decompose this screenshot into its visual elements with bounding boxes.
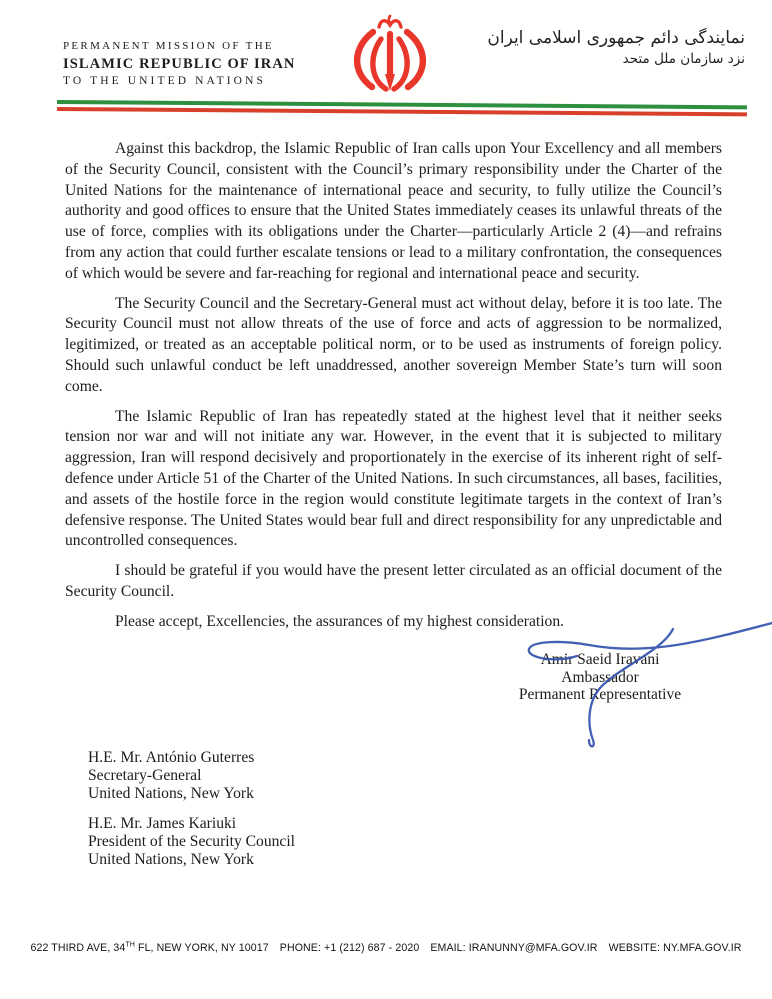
paragraph-3: The Islamic Republic of Iran has repeatedly stated at the highest level that it neither seeks tension nor war and will not initiate any war. However, in the event that it is subjected to military aggression, Iran will respond decisively and proportionately in the exercise of its inherent right of self-defence under Article 51 of the Charter of the United Nations. In such circumstances, all bases, facilities, and assets of the hostile force in the region would constitute legitimate targets in the context of Iran’s defensive response. The United States would bear full and direct responsibility for any unpredictable and uncontrolled consequences. [65, 407, 722, 550]
signatory-title-permanent-representative: Permanent Representative [518, 686, 682, 704]
footer-address-post: FL, NEW YORK, NY 10017 [134, 941, 269, 954]
mission-name-persian-block [487, 26, 745, 68]
mission-name-block [63, 41, 296, 87]
addressee-security-council-president [88, 815, 295, 868]
footer-address [30, 942, 268, 954]
footer-email: EMAIL: IRANUNNY@MFA.GOV.IR [430, 941, 598, 954]
signature-block [478, 651, 722, 704]
iran-emblem-icon [337, 14, 443, 92]
addressee-location: United Nations, New York [88, 784, 254, 802]
footer-address-ordinal: TH [125, 941, 135, 948]
addressee-secretary-general [88, 749, 295, 802]
paragraph-2: The Security Council and the Secretary-General must act without delay, before it is too late. The Security Council must not allow threats of the use of force and acts of aggression to be normalized, legitimized, or treated as an acceptable political norm, or to be used as instruments of foreign policy. Should such unlawful conduct be left unaddressed, another sovereign Member State’s turn will soon come. [65, 294, 722, 395]
mission-line-3: TO THE UNITED NATIONS [63, 74, 266, 87]
addressee-title: President of the Security Council [88, 833, 296, 851]
signatory-name: Amir Saeid Iravani [540, 651, 660, 668]
closing-line: Please accept, Excellencies, the assurances of my highest consideration. [115, 612, 565, 630]
mission-line-1: PERMANENT MISSION OF THE [63, 40, 274, 52]
letterhead-rule-red [57, 107, 747, 116]
paragraph-4: I should be grateful if you would have the present letter circulated as an official document of the Security Council. [65, 562, 722, 600]
paragraph-1: Against this backdrop, the Islamic Republic of Iran calls upon Your Excellency and all members of the Security Council, consistent with the Council’s primary responsibility under the Charter of the United Nations for the maintenance of international peace and security, to fully utilize the Council’s authority and good offices to ensure that the United States immediately ceases its unlawful threats of the use of force, complies with its obligations under the Charter—particularly Article 2 (4)—and refrains from any action that could further escalate tensions or lead to a military confrontation, the consequences of which would be severe and far-reaching for regional and international peace and security. [65, 140, 722, 282]
addressee-name: H.E. Mr. António Guterres [88, 749, 255, 766]
addressee-title: Secretary-General [88, 766, 202, 784]
footer-phone: PHONE: +1 (212) 687 - 2020 [279, 941, 420, 954]
mission-line-2: ISLAMIC REPUBLIC OF IRAN [63, 56, 296, 72]
letter-body [65, 139, 722, 642]
addressee-name: H.E. Mr. James Kariuki [88, 815, 237, 833]
footer-website: WEBSITE: NY.MFA.GOV.IR [608, 941, 742, 954]
addressee-location: United Nations, New York [88, 850, 254, 868]
letterhead-footer [0, 941, 772, 954]
addressee-list [88, 749, 295, 869]
footer-address-pre: 622 THIRD AVE, 34 [30, 941, 126, 954]
signatory-title-ambassador: Ambassador [561, 668, 639, 686]
mission-persian-line-1: نمایندگی دائم جمهوری اسلامی ایران [487, 28, 745, 48]
mission-persian-line-2: نزد سازمان ملل متحد [622, 50, 745, 67]
